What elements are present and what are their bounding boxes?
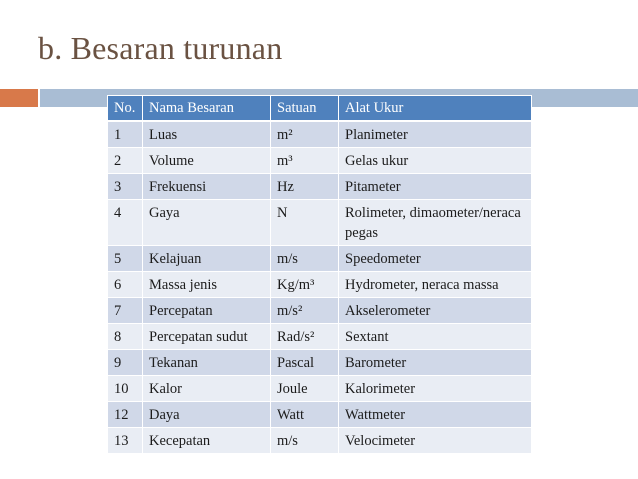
cell-quantity-name: Percepatan sudut	[143, 324, 271, 350]
cell-instrument: Planimeter	[339, 121, 532, 148]
cell-no: 9	[108, 350, 143, 376]
cell-quantity-name: Luas	[143, 121, 271, 148]
table-row	[108, 324, 532, 350]
cell-unit: m/s	[271, 246, 339, 272]
cell-no: 4	[108, 200, 143, 246]
cell-no: 13	[108, 428, 143, 454]
cell-instrument: Speedometer	[339, 246, 532, 272]
header-no: No.	[108, 96, 143, 122]
table-row	[108, 376, 532, 402]
table-row	[108, 121, 532, 148]
cell-unit: m²	[271, 121, 339, 148]
cell-unit: Pascal	[271, 350, 339, 376]
accent-bar	[0, 89, 38, 107]
cell-instrument: Akselerometer	[339, 298, 532, 324]
cell-no: 2	[108, 148, 143, 174]
cell-unit: Joule	[271, 376, 339, 402]
cell-quantity-name: Gaya	[143, 200, 271, 246]
table-row	[108, 246, 532, 272]
derived-quantities-table	[107, 95, 532, 454]
cell-instrument: Rolimeter, dimaometer/neraca pegas	[339, 200, 532, 246]
header-instrument: Alat Ukur	[339, 96, 532, 122]
table-row	[108, 174, 532, 200]
table-row	[108, 272, 532, 298]
table-row	[108, 402, 532, 428]
cell-unit: m³	[271, 148, 339, 174]
cell-instrument: Barometer	[339, 350, 532, 376]
cell-no: 8	[108, 324, 143, 350]
cell-unit: m/s	[271, 428, 339, 454]
table-body	[108, 121, 532, 454]
cell-instrument: Sextant	[339, 324, 532, 350]
cell-quantity-name: Kalor	[143, 376, 271, 402]
cell-unit: Kg/m³	[271, 272, 339, 298]
cell-no: 12	[108, 402, 143, 428]
table-header-row	[108, 96, 532, 122]
cell-quantity-name: Percepatan	[143, 298, 271, 324]
table-row	[108, 200, 532, 246]
table-row	[108, 148, 532, 174]
cell-instrument: Pitameter	[339, 174, 532, 200]
cell-instrument: Gelas ukur	[339, 148, 532, 174]
cell-no: 5	[108, 246, 143, 272]
cell-unit: m/s²	[271, 298, 339, 324]
cell-quantity-name: Tekanan	[143, 350, 271, 376]
header-quantity-name: Nama Besaran	[143, 96, 271, 122]
cell-no: 6	[108, 272, 143, 298]
slide-title: b. Besaran turunan	[38, 30, 283, 66]
cell-unit: Rad/s²	[271, 324, 339, 350]
cell-instrument: Velocimeter	[339, 428, 532, 454]
cell-quantity-name: Kelajuan	[143, 246, 271, 272]
cell-instrument: Hydrometer, neraca massa	[339, 272, 532, 298]
cell-no: 3	[108, 174, 143, 200]
table-row	[108, 298, 532, 324]
cell-no: 7	[108, 298, 143, 324]
cell-no: 10	[108, 376, 143, 402]
header-unit: Satuan	[271, 96, 339, 122]
cell-quantity-name: Massa jenis	[143, 272, 271, 298]
cell-unit: Watt	[271, 402, 339, 428]
cell-quantity-name: Daya	[143, 402, 271, 428]
cell-no: 1	[108, 121, 143, 148]
cell-unit: N	[271, 200, 339, 246]
cell-quantity-name: Kecepatan	[143, 428, 271, 454]
cell-unit: Hz	[271, 174, 339, 200]
table-row	[108, 350, 532, 376]
cell-quantity-name: Frekuensi	[143, 174, 271, 200]
table-row	[108, 428, 532, 454]
cell-instrument: Wattmeter	[339, 402, 532, 428]
cell-quantity-name: Volume	[143, 148, 271, 174]
cell-instrument: Kalorimeter	[339, 376, 532, 402]
